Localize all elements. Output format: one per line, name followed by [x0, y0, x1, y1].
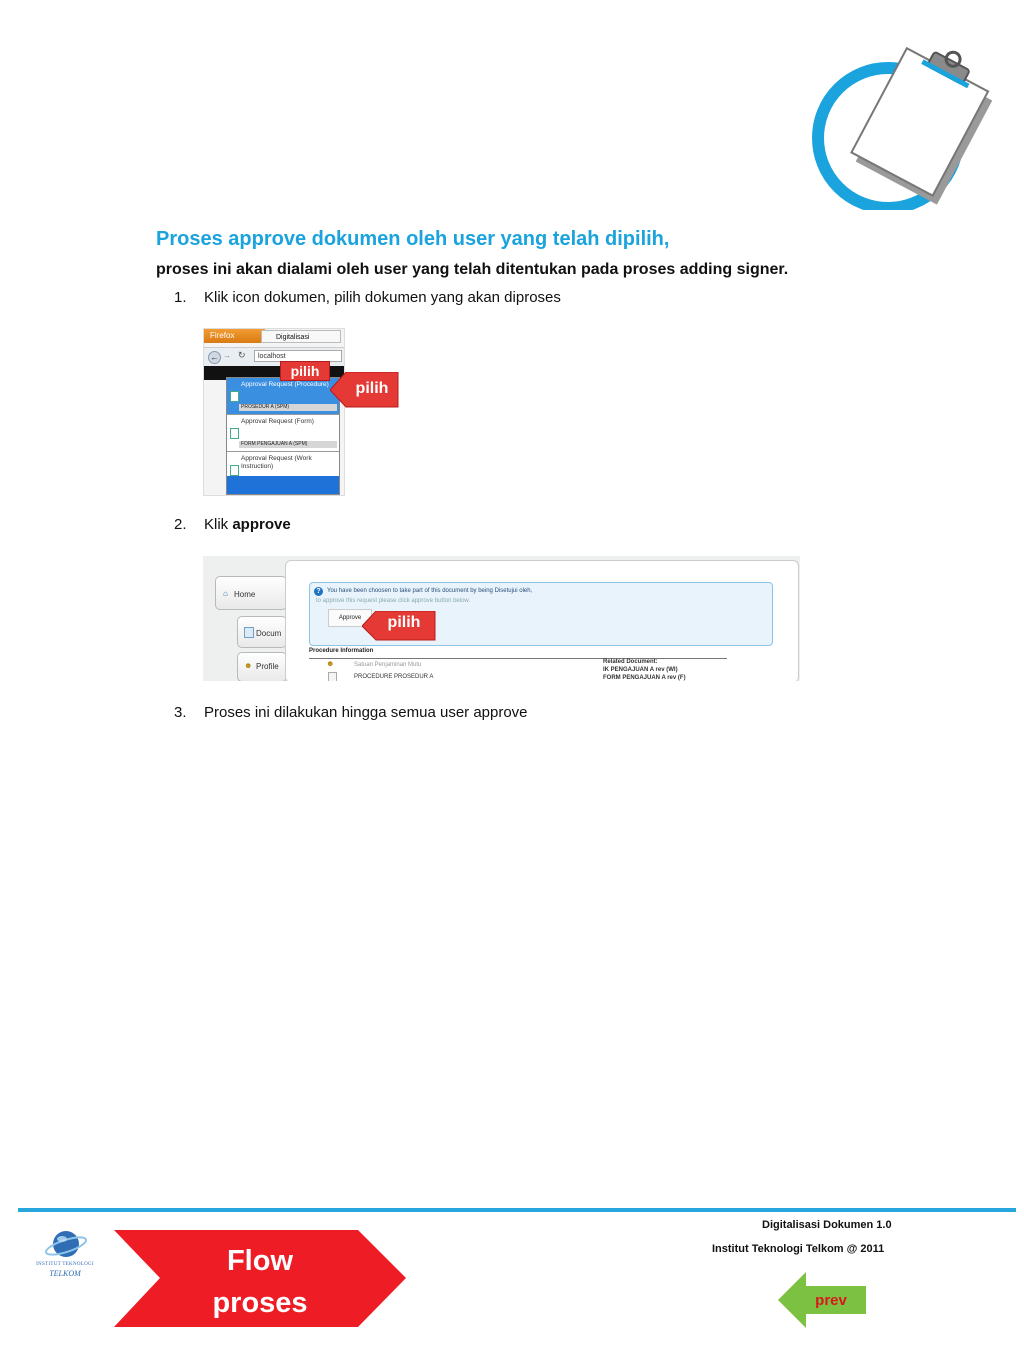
document-icon: [230, 391, 239, 402]
callout-pilih-approve: pilih: [387, 614, 421, 631]
address-bar[interactable]: localhost: [254, 350, 342, 362]
user-icon: ☻: [326, 659, 335, 668]
tab-label: Digitalisasi: [276, 334, 310, 341]
step-2-number: 2.: [174, 516, 187, 533]
nav-home[interactable]: [215, 576, 287, 610]
page-subtitle: proses ini akan dialami oleh user yang telah ditentukan pada proses adding signer.: [156, 261, 789, 278]
footer-divider: [18, 1208, 1016, 1212]
notice-text: You have been choosen to take part of this document by being Disetujui oleh,: [327, 588, 533, 594]
globe-icon: [44, 1228, 88, 1260]
telkom-logo: [30, 1228, 110, 1284]
dropdown-item-procedure[interactable]: [227, 378, 339, 415]
step-3-text: Proses ini dilakukan hingga semua user approve: [204, 704, 528, 721]
dropdown-item-title: Approval Request (Work Instruction): [241, 455, 312, 470]
document-icon: [230, 428, 239, 439]
user-icon: ☻: [244, 661, 253, 670]
logo-text-1: INSTITUT TEKNOLOGI: [36, 1262, 94, 1267]
step-3-number: 3.: [174, 704, 187, 721]
dropdown-item-title: Approval Request (Procedure): [241, 381, 329, 388]
document-icon: [230, 465, 239, 476]
logo-text-2: TELKOM: [49, 1269, 81, 1278]
document-icon: [244, 627, 254, 638]
step-1-text: Klik icon dokumen, pilih dokumen yang akan diproses: [204, 289, 561, 306]
nav-profile-label: Profile: [256, 662, 279, 671]
step-1: [174, 289, 561, 306]
screenshot-approve-page: [203, 556, 800, 681]
home-icon: ⌂: [223, 589, 228, 598]
document-dropdown: [226, 377, 340, 495]
step-2-bold: approve: [232, 516, 291, 533]
prev-label: prev: [815, 1292, 847, 1309]
flow-label-line-2: proses: [212, 1287, 308, 1319]
dropdown-item-tag: FORM PENGAJUAN A (SPM): [239, 441, 337, 448]
doc-title: Digitalisasi Dokumen 1.0: [762, 1219, 892, 1231]
back-icon[interactable]: ←: [208, 351, 221, 364]
flow-proses-label: [190, 1240, 330, 1324]
reload-icon[interactable]: ↻: [238, 350, 246, 360]
dropdown-item-form[interactable]: [227, 415, 339, 452]
browser-tab[interactable]: [261, 330, 341, 343]
browser-menu-button[interactable]: Firefox: [204, 329, 265, 343]
step-1-number: 1.: [174, 289, 187, 306]
section-title: Procedure Information: [309, 648, 374, 654]
step-2: [174, 516, 291, 533]
dropdown-footer: [227, 476, 339, 494]
callout-pilih-side: pilih: [355, 380, 389, 397]
nav-document[interactable]: [237, 616, 287, 648]
screenshot-document-menu: [203, 328, 345, 496]
clipboard-icon: [800, 40, 1000, 210]
procedure-owner: Satuan Penjaminan Mutu: [354, 662, 422, 668]
info-icon: ?: [314, 587, 323, 596]
dropdown-item-tag: PROSEDUR A (SPM): [239, 404, 337, 411]
procedure-name: PROCEDURE PROSEDUR A: [354, 674, 434, 680]
institution: Institut Teknologi Telkom @ 2011: [712, 1243, 885, 1255]
related-doc-1[interactable]: IK PENGAJUAN A rev (WI): [603, 667, 678, 673]
nav-profile[interactable]: [237, 652, 287, 681]
page-title: Proses approve dokumen oleh user yang telah dipilih,: [156, 228, 670, 250]
forward-icon[interactable]: →: [223, 351, 231, 360]
related-title: Related Document:: [603, 659, 658, 665]
related-doc-2[interactable]: FORM PENGAJUAN A rev (F): [603, 675, 686, 681]
step-3: [174, 704, 528, 721]
notice-subtext: to approve this request please click approve button below.: [316, 598, 471, 604]
document-icon: [328, 672, 337, 681]
step-2-text: Klik: [204, 516, 233, 533]
nav-document-label: Docum: [256, 629, 282, 638]
approve-button[interactable]: Approve: [328, 609, 372, 627]
dropdown-item-title: Approval Request (Form): [241, 418, 314, 425]
nav-home-label: Home: [234, 590, 256, 599]
section-divider: [309, 658, 727, 659]
callout-pilih-top: pilih: [280, 361, 330, 381]
flow-label-line-1: Flow: [226, 1245, 294, 1277]
